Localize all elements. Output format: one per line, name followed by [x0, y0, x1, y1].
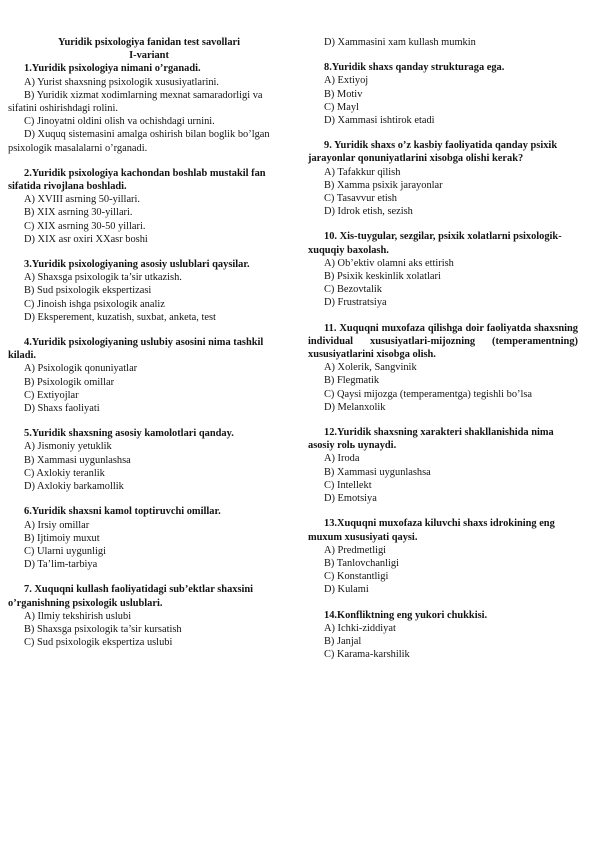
variant-label: I-variant: [129, 50, 169, 62]
answer-option: C) Qaysi mijozga (temperamentga) tegishli bo’lsa: [324, 388, 533, 400]
answer-option: B) Xammasi uygunlashsa: [24, 454, 131, 466]
answer-option: B) Xamma psixik jarayonlar: [324, 179, 443, 191]
answer-option: D) Xammasi ishtirok etadi: [324, 115, 435, 127]
question-text: 14.Konfliktning eng yukori chukkisi.: [324, 609, 488, 621]
answer-option: B) Motiv: [324, 88, 363, 100]
answer-option: A) Shaxsga psixologik ta’sir utkazish.: [24, 272, 182, 284]
left-column: [8, 36, 290, 661]
answer-option: D) Xammasini xam kullash mumkin: [324, 37, 476, 48]
question-block: [8, 167, 290, 246]
answer-option: C) Jinoyatni oldini olish va ochishdagi urnini.: [24, 116, 215, 128]
answer-option: C) Tasavvur etish: [324, 193, 397, 205]
question-text: 7. Xuquqni kullash faoliyatidagi sub’ektlar shaxsini o’rganishning psixologik uslublari.: [8, 584, 254, 609]
answer-option: B) XIX asrning 30-yillari.: [24, 207, 133, 219]
answer-option: D) Axlokiy barkamollik: [24, 481, 124, 493]
question-text: 2.Yuridik psixologiya kachondan boshlab mustakil fan sifatida rivojlana boshladi.: [8, 167, 266, 193]
question-block: [308, 322, 578, 414]
question-block: [308, 426, 578, 505]
question-text: 8.Yuridik shaxs qanday strukturaga ega.: [324, 62, 505, 74]
answer-option: C) Sud psixologik ekspertiza uslubi: [24, 637, 173, 649]
answer-option: A) Ichki-ziddiyat: [324, 622, 396, 634]
answer-option: C) Intellekt: [324, 479, 372, 491]
question-text: 10. Xis-tuygular, sezgilar, psixik xolatlarni psixologik-xuquqiy baxolash.: [308, 231, 562, 256]
answer-option: A) Tafakkur qilish: [324, 166, 401, 178]
answer-option: C) XIX asrning 30-50 yillari.: [24, 220, 146, 232]
answer-option: A) Extiyoj: [324, 75, 369, 87]
answer-option: B) Ijtimoiy muxut: [24, 532, 100, 544]
answer-option: D) Ta’lim-tarbiya: [24, 559, 98, 571]
answer-option: A) Ilmiy tekshirish uslubi: [24, 610, 132, 622]
answer-option: D) Emotsiya: [324, 493, 377, 505]
answer-option: D) Eksperement, kuzatish, suxbat, anketa, test: [24, 311, 216, 323]
answer-option: C) Jinoish ishga psixologik analiz: [24, 298, 165, 310]
answer-option: D) Shaxs faoliyati: [24, 403, 100, 415]
question-text: 6.Yuridik shaxsni kamol toptiruvchi omillar.: [24, 506, 221, 518]
answer-option: A) Predmetligi: [324, 544, 387, 556]
answer-option: B) Shaxsga psixologik ta’sir kursatish: [24, 623, 182, 635]
answer-option: B) Sud psixologik ekspertizasi: [24, 285, 152, 297]
answer-option: A) Psixologik qonuniyatlar: [24, 363, 138, 375]
question-text: 5.Yuridik shaxsning asosiy kamolotlari qanday.: [24, 428, 234, 440]
question-block: [308, 139, 578, 218]
answer-option: A) Xolerik, Sangvinik: [324, 362, 417, 374]
answer-option: C) Bezovtalik: [324, 284, 383, 296]
question-block: [8, 427, 290, 493]
answer-option: B) Xammasi uygunlashsa: [324, 466, 431, 478]
answer-option: D) Xuquq sistemasini amalga oshirish bilan boglik bo’lgan psixologik masalalarni o’rganadi.: [8, 129, 270, 154]
document-title: Yuridik psixologiya fanidan test savollari: [57, 37, 241, 48]
answer-option: B) Janjal: [324, 635, 362, 647]
question-text: 4.Yuridik psixologiyaning uslubiy asosini nima tashkil kiladi.: [8, 337, 264, 362]
answer-option: B) Tanlovchanligi: [324, 557, 399, 569]
question-text: 12.Yuridik shaxsning xarakteri shakllanishida nima asosiy rolь uynaydi.: [308, 427, 554, 452]
answer-option: A) Irsiy omillar: [24, 519, 90, 531]
answer-option: B) Flegmatik: [324, 375, 380, 387]
question-block-continued: [308, 36, 578, 49]
answer-option: A) Jismoniy yetuklik: [24, 441, 112, 453]
question-text: 9. Yuridik shaxs o’z kasbiy faoliyatida qanday psixik jarayonlar qonuniyatlarini xisobga olishi kerak?: [308, 140, 558, 165]
question-text: 1.Yuridik psixologiya nimani o’rganadi.: [24, 63, 201, 75]
question-block: [8, 336, 290, 415]
answer-option: D) XIX asr oxiri XXasr boshi: [24, 233, 148, 245]
question-text: 13.Xuquqni muxofaza kiluvchi shaxs idrokining eng muxum xususiyati qaysi.: [308, 518, 555, 543]
question-text: 3.Yuridik psixologiyaning asosiy uslublari qaysilar.: [24, 259, 250, 271]
question-block: [308, 517, 578, 596]
answer-option: D) Frustratsiya: [324, 297, 387, 309]
question-block: [8, 505, 290, 571]
answer-option: B) Psixologik omillar: [24, 376, 115, 388]
answer-option: D) Kulami: [324, 584, 369, 596]
question-block: [8, 258, 290, 324]
answer-option: C) Konstantligi: [324, 571, 389, 583]
question-block: [308, 609, 578, 662]
answer-option: C) Axlokiy teranlik: [24, 467, 105, 479]
answer-option: C) Extiyojlar: [24, 389, 79, 401]
answer-option: C) Mayl: [324, 101, 359, 113]
answer-option: A) Ob’ektiv olamni aks ettirish: [324, 257, 454, 269]
question-text: 11. Xuquqni muxofaza qilishga doir faoliyatda shaxsning individual xususiyatlari-mijozning (temperamentning) xususiyatlarini xisobga olish.: [308, 322, 578, 361]
question-block: [308, 61, 578, 127]
question-block: [8, 62, 290, 154]
answer-option: B) Psixik keskinlik xolatlari: [324, 271, 441, 283]
answer-option: C) Karama-karshilik: [324, 649, 410, 661]
answer-option: B) Yuridik xizmat xodimlarning mexnat samaradorligi va sifatini oshirishdagi rolini.: [8, 89, 263, 115]
answer-option: A) Iroda: [324, 453, 360, 465]
answer-option: A) XVIII asrning 50-yillari.: [24, 194, 140, 206]
answer-option: D) Idrok etish, sezish: [324, 206, 413, 218]
answer-option: A) Yurist shaxsning psixologik xususiyatlarini.: [24, 76, 220, 88]
document-header: [8, 36, 290, 62]
question-block: [8, 583, 290, 649]
answer-option: C) Ularni uygunligi: [24, 545, 106, 557]
question-block: [308, 230, 578, 309]
right-column: [308, 36, 578, 673]
answer-option: D) Melanxolik: [324, 401, 386, 413]
